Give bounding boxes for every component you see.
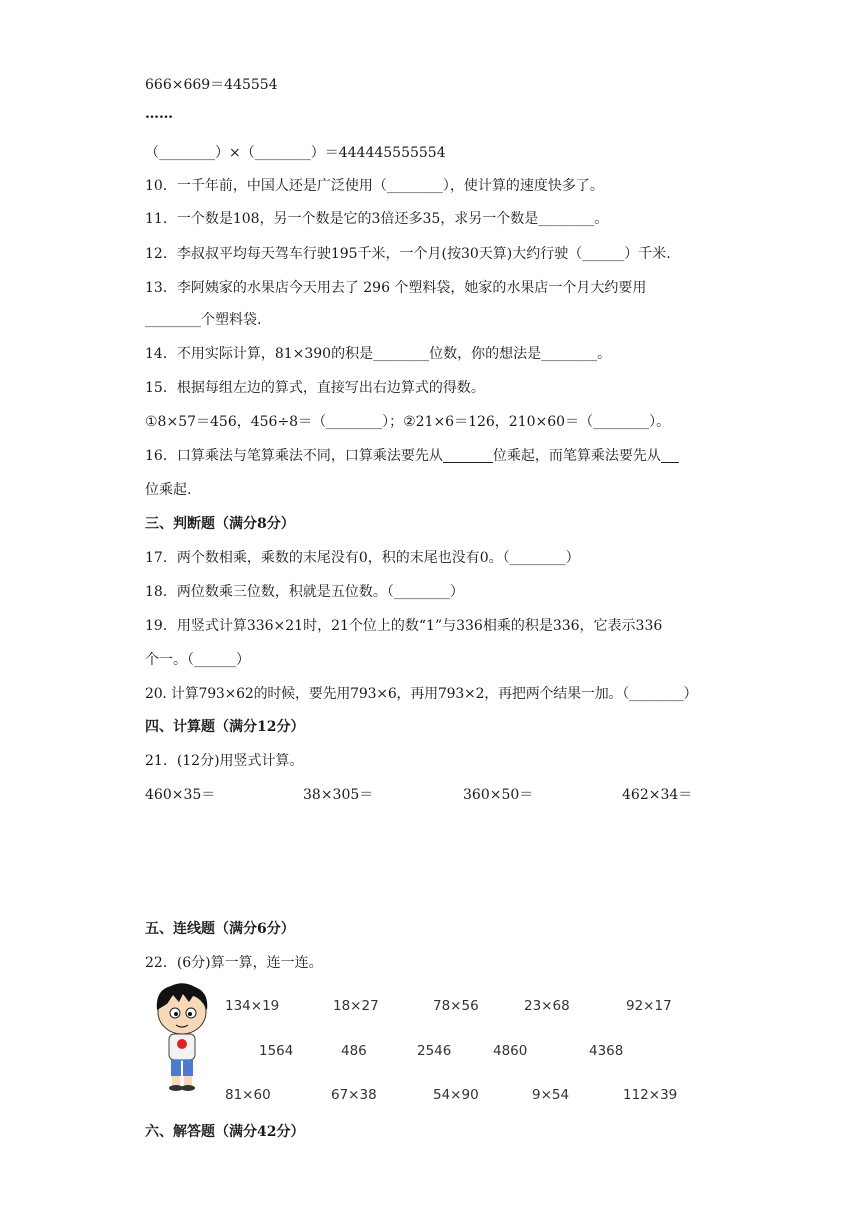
q16-text-b: 位乘起，而笔算乘法要先从 xyxy=(492,448,661,464)
l2: …… xyxy=(145,106,173,122)
match-bottom-item: 54×90 xyxy=(433,1087,479,1103)
q16-blank-2 xyxy=(661,448,679,463)
match-top-item: 18×27 xyxy=(333,998,379,1014)
question-10: 10．一千年前，中国人还是广泛使用（________），使计算的速度快多了。 xyxy=(145,178,604,194)
question-16-line1 xyxy=(145,445,679,465)
question-11: 11．一个数是108，另一个数是它的3倍还多35，求另一个数是________。 xyxy=(145,211,609,227)
match-middle-item: 486 xyxy=(341,1043,367,1059)
section-4-heading: 四、计算题（满分12分） xyxy=(145,719,305,735)
question-16-line2: 位乘起. xyxy=(145,482,192,498)
match-middle-item: 4860 xyxy=(493,1043,528,1059)
question-14: 14．不用实际计算，81×390的积是________位数，你的想法是________。 xyxy=(145,346,612,362)
match-top-item: 92×17 xyxy=(626,998,672,1014)
section-5-heading: 五、连线题（满分6分） xyxy=(145,921,295,937)
question-21: 21．(12分)用竖式计算。 xyxy=(145,753,304,769)
match-middle-item: 4368 xyxy=(589,1043,624,1059)
q16-text-a: 16．口算乘法与笔算乘法不同，口算乘法要先从 xyxy=(145,448,443,464)
question-22: 22．(6分)算一算，连一连。 xyxy=(145,955,323,971)
match-bottom-item: 67×38 xyxy=(331,1087,377,1103)
question-19-line1: 19．用竖式计算336×21时，21个位上的数“1”与336相乘的积是336，它表示336 xyxy=(145,618,663,634)
calc-item: 462×34＝ xyxy=(622,787,693,803)
q16-blank-1 xyxy=(443,448,493,463)
match-middle-item: 2546 xyxy=(417,1043,452,1059)
section-3-heading: 三、判断题（满分8分） xyxy=(145,516,295,532)
question-15-items: ①8×57＝456，456÷8＝（________）；②21×6＝126，210×60＝（________）。 xyxy=(145,414,671,430)
match-bottom-item: 112×39 xyxy=(623,1087,678,1103)
l1: 666×669＝445554 xyxy=(145,77,278,93)
calc-item: 460×35＝ xyxy=(145,787,216,803)
match-top-item: 134×19 xyxy=(225,998,280,1014)
question-20: 20. 计算793×62的时候，要先用793×6，再用793×2，再把两个结果一加。（________） xyxy=(145,686,698,702)
question-17: 17．两个数相乘，乘数的末尾没有0，积的末尾也没有0。（________） xyxy=(145,550,580,566)
match-top-item: 23×68 xyxy=(524,998,570,1014)
l3: （________）×（________）＝444445555554 xyxy=(145,145,446,161)
question-18: 18．两位数乘三位数，积就是五位数。（________） xyxy=(145,584,464,600)
cartoon-boy-illustration xyxy=(149,982,215,1092)
question-13-line2: ________个塑料袋. xyxy=(145,312,262,328)
question-15: 15．根据每组左边的算式，直接写出右边算式的得数。 xyxy=(145,380,485,396)
match-bottom-item: 9×54 xyxy=(532,1087,570,1103)
question-12: 12．李叔叔平均每天驾车行驶195千米，一个月(按30天算)大约行驶（______）千米. xyxy=(145,246,671,262)
calc-item: 360×50＝ xyxy=(463,787,534,803)
match-bottom-item: 81×60 xyxy=(225,1087,271,1103)
match-top-item: 78×56 xyxy=(433,998,479,1014)
section-6-heading: 六、解答题（满分42分） xyxy=(145,1124,305,1140)
question-13-line1: 13．李阿姨家的水果店今天用去了 296 个塑料袋，她家的水果店一个月大约要用 xyxy=(145,280,647,296)
match-middle-item: 1564 xyxy=(259,1043,294,1059)
calc-item: 38×305＝ xyxy=(303,787,374,803)
question-19-line2: 个一。（______） xyxy=(145,652,250,668)
